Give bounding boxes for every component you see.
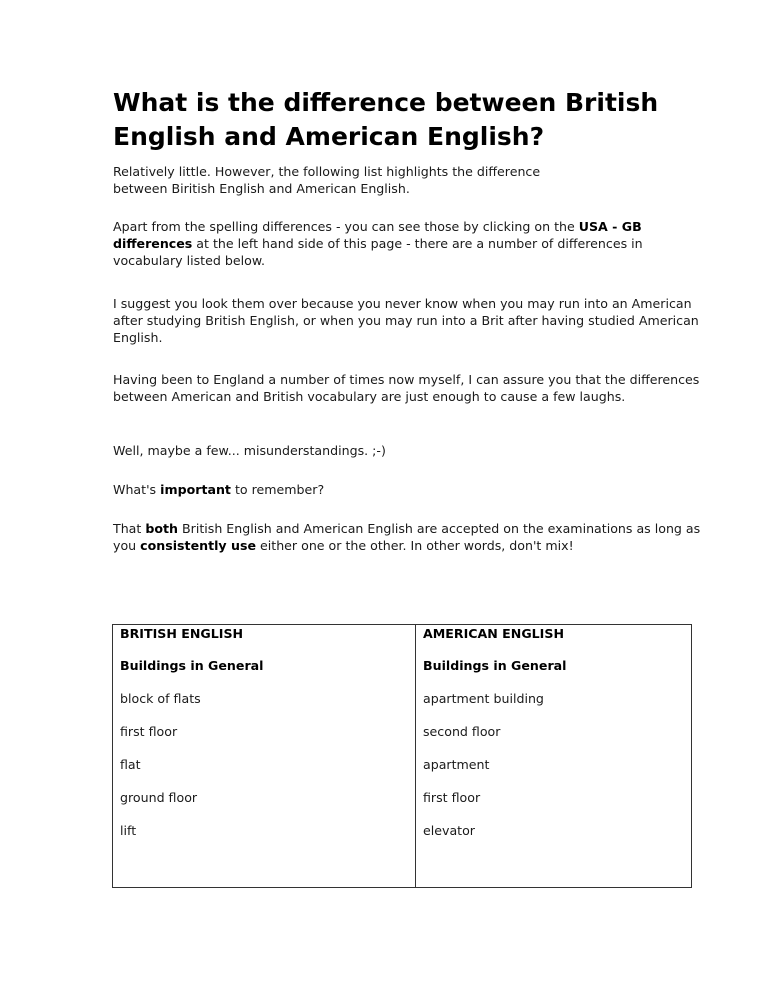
important-paragraph	[113, 482, 703, 499]
spelling-paragraph	[113, 219, 703, 269]
american-item: elevator	[423, 823, 475, 838]
american-category: Buildings in General	[423, 658, 567, 673]
american-item: apartment	[423, 757, 490, 772]
text: at the left hand side of this page - there are a number of differences in vocabulary listed below.	[113, 235, 643, 268]
bold-text: both	[145, 521, 178, 536]
american-item: first floor	[423, 790, 481, 805]
american-item: second floor	[423, 724, 501, 739]
bold-text: important	[160, 482, 231, 497]
text: to remember?	[230, 482, 325, 497]
text: That	[113, 521, 146, 536]
suggestion-paragraph: I suggest you look them over because you never know when you may run into an American after studying British English, or when you may run into a Brit after having studied American English.	[113, 296, 699, 345]
british-item: first floor	[120, 724, 178, 739]
vocabulary-table	[112, 624, 692, 888]
usa-gb-differences-link[interactable]: USA - GB differences	[113, 219, 642, 251]
american-header: AMERICAN ENGLISH	[423, 626, 564, 641]
consistency-paragraph	[113, 521, 703, 555]
misunderstandings-paragraph: Well, maybe a few... misunderstandings. ;-)	[113, 443, 386, 458]
bold-text: consistently use	[140, 537, 257, 553]
american-column	[416, 625, 691, 887]
british-header: BRITISH ENGLISH	[120, 626, 244, 641]
british-item: ground floor	[120, 790, 198, 805]
text: What's	[113, 482, 161, 497]
british-category: Buildings in General	[120, 658, 264, 673]
england-paragraph: Having been to England a number of times now myself, I can assure you that the differences between American and British vocabulary are just enough to cause a few laughs.	[113, 372, 700, 404]
british-item: lift	[120, 823, 137, 838]
text: British English and American English are accepted on the examinations as long as you	[113, 521, 701, 553]
british-column	[113, 625, 416, 887]
page-title: What is the difference between British English and American English?	[113, 88, 659, 151]
text: either one or the other. In other words, don't mix!	[256, 537, 574, 553]
intro-paragraph: Relatively little. However, the following list highlights the difference between Biritish English and American English.	[113, 164, 541, 196]
text: Apart from the spelling differences - you can see those by clicking on the	[113, 219, 579, 234]
american-item: apartment building	[423, 691, 544, 706]
british-item: block of flats	[120, 691, 201, 706]
british-item: flat	[120, 757, 141, 772]
